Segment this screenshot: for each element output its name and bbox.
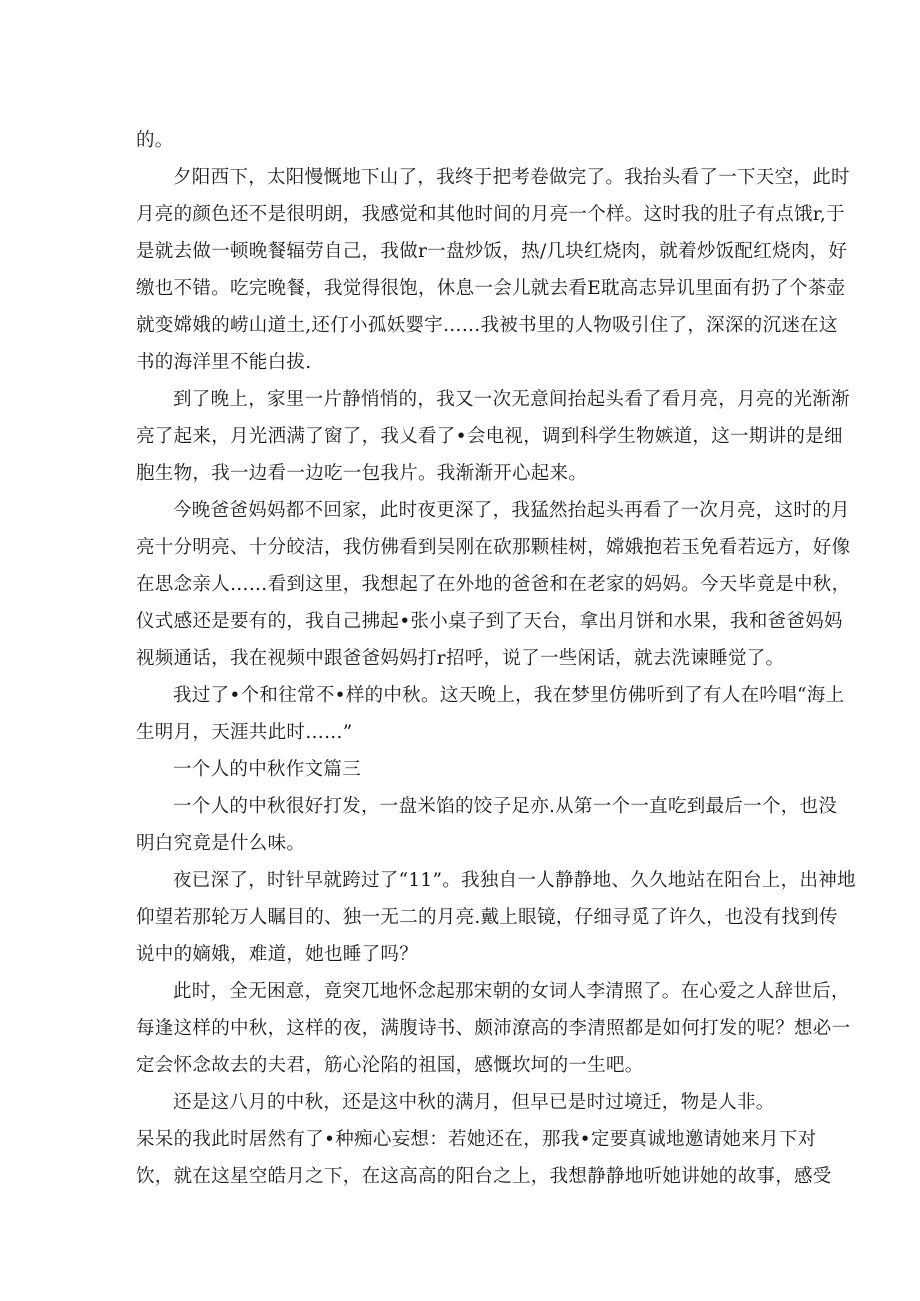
text-line: 夕阳西下，太阳慢慨地下山了，我终于把考卷做完了。我抬头看了一下天空，此时 bbox=[173, 167, 850, 188]
text-line: 饮，就在这星空皓月之下，在这高高的阳台之上，我想静静地听她讲她的故事，感受 bbox=[136, 1166, 832, 1187]
text-line: 今晚爸爸妈妈都不回家，此时夜更深了，我猛然抬起头再看了一次月亮，这时的月 bbox=[173, 500, 850, 521]
text-line: 呆呆的我此时居然有了•种痴心妄想：若她还在，那我•定要真诚地邀请她来月下对 bbox=[136, 1129, 817, 1150]
text-line: 仪式感还是要有的，我自己拂起•张小桌子到了天台，拿出月饼和水果，我和爸爸妈妈 bbox=[136, 611, 843, 632]
paragraph-9 bbox=[136, 973, 851, 1084]
text-line: 定会怀念故去的夫君，筋心沦陷的祖国，感慨坎坷的一生吧。 bbox=[136, 1055, 644, 1076]
text-line: 视频通话，我在视频中跟爸爸妈妈打r招呼，说了一些闲话，就去洗谏睡觉了。 bbox=[136, 648, 785, 669]
text-line: 每逢这样的中秋，这样的夜，满腹诗书、颇沛潦高的李清照都是如何打发的呢？想必一 bbox=[136, 1018, 851, 1039]
text-line: 明白究竟是什么味。 bbox=[136, 833, 306, 854]
text-line: 就变嫦娥的崂山道土,还仃小孤妖婴宇……我被书里的人物吸引住了，深深的沉迷在这 bbox=[136, 315, 838, 336]
text-line: 书的海洋里不能白拔. bbox=[136, 352, 312, 373]
paragraph-5 bbox=[136, 677, 845, 751]
paragraph-3 bbox=[136, 381, 850, 492]
paragraph-4 bbox=[136, 492, 851, 677]
text-line: 还是这八月的中秋，还是这中秋的满月，但早已是时过境迁，物是人非。 bbox=[173, 1092, 775, 1113]
text-line: 仰望若那轮万人瞩目的、独一无二的月亮.戴上眼镜，仔细寻觅了许久，也没有找到传 bbox=[136, 907, 838, 928]
paragraph-1 bbox=[136, 122, 786, 159]
text-line: 一个人的中秋很好打发，一盘米馅的饺子足亦.从第一个一直吃到最后一个，也没 bbox=[173, 796, 838, 817]
paragraph-10 bbox=[136, 1084, 786, 1121]
text-line: 说中的嫡娥，难道，她也睡了吗？ bbox=[136, 944, 419, 965]
paragraph-7 bbox=[136, 788, 838, 862]
heading-text: 一个人的中秋作文篇三 bbox=[173, 759, 362, 780]
text-line: 缴也不错。吃完晚餐，我觉得很饱，休息一会儿就去看E耽高志异讥里面有扔了个茶壶 bbox=[136, 278, 846, 299]
section-heading bbox=[136, 751, 786, 788]
text-line: 的。 bbox=[136, 130, 174, 151]
text-line: 生明月，天涯共此时……” bbox=[136, 722, 353, 743]
text-line: 我过了•个和往常不•样的中秋。这天晚上，我在梦里仿佛听到了有人在吟唱“海上 bbox=[173, 685, 845, 706]
text-line: 是就去做一顿晚餐辐劳自己，我做r一盘炒饭，热/几块红烧肉，就着炒饭配红烧肉，好 bbox=[136, 241, 848, 262]
paragraph-8 bbox=[136, 862, 856, 973]
text-line: 夜已深了，时针早就跨过了“11”。我独自一人静静地、久久地站在阳台上，出神地 bbox=[173, 870, 856, 891]
paragraph-2 bbox=[136, 159, 850, 381]
paragraph-11 bbox=[136, 1121, 832, 1195]
text-line: 月亮的颜色还不是很明朗，我感觉和其他时间的月亮一个样。这时我的肚子有点饿r,于 bbox=[136, 204, 845, 225]
text-line: 此时，全无困意，竟突兀地怀念起那宋朝的女词人李清照了。在心爱之人辞世后， bbox=[173, 981, 850, 1002]
text-line: 在思念亲人……看到这里，我想起了在外地的爸爸和在老家的妈妈。今天毕竟是中秋， bbox=[136, 574, 851, 595]
text-line: 胞生物，我一边看一边吃一包我片。我渐渐开心起来。 bbox=[136, 463, 588, 484]
text-line: 亮了起来，月光洒满了窗了，我乂看了•会电视，调到科学生物嫉道，这一期讲的是细 bbox=[136, 426, 843, 447]
text-line: 亮十分明亮、十分皎洁，我仿佛看到吴刚在砍那颗桂树，嫦娥抱若玉免看若远方，好像 bbox=[136, 537, 851, 558]
text-line: 到了晚上，家里一片静悄悄的，我又一次无意间抬起头看了看月亮，月亮的光渐渐 bbox=[173, 389, 850, 410]
